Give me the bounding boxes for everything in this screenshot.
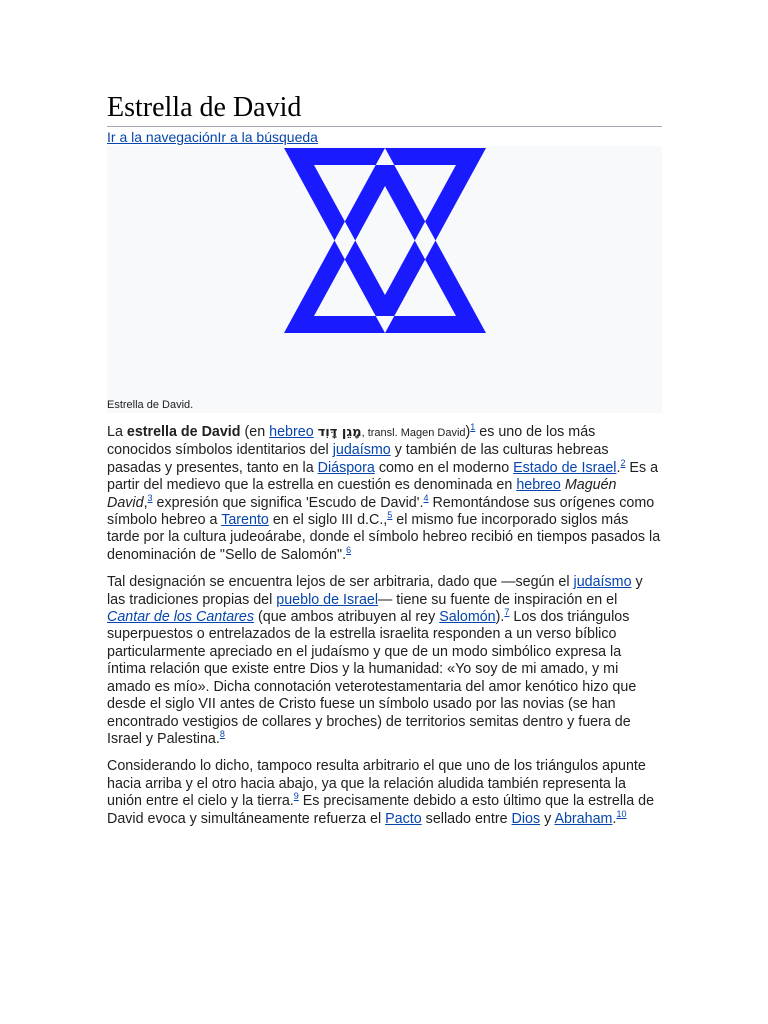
figure-caption: Estrella de David. <box>107 399 194 411</box>
link-estado-de-israel[interactable]: Estado de Israel <box>513 459 617 476</box>
text: y las tradiciones propias del <box>107 574 643 608</box>
transliteration: , transl. Magen David <box>361 427 466 439</box>
star-figure <box>107 146 662 413</box>
paragraph-1 <box>107 424 662 564</box>
link-text: Cantar de los Cantares <box>107 609 255 626</box>
link-judaismo-2[interactable]: judaísmo <box>573 574 632 591</box>
text: (en <box>240 424 270 440</box>
link-pueblo-de-israel[interactable]: pueblo de Israel <box>276 591 379 608</box>
ref-4[interactable]: 4 <box>423 492 429 503</box>
article-body <box>107 424 662 838</box>
ref-7[interactable]: 7 <box>504 607 510 618</box>
skip-links <box>107 128 318 146</box>
ref-6[interactable]: 6 <box>346 545 352 556</box>
link-hebreo[interactable]: hebreo <box>269 424 314 440</box>
link-abraham[interactable]: Abraham <box>554 810 613 827</box>
link-dios[interactable]: Dios <box>511 810 541 827</box>
link-judaismo[interactable]: judaísmo <box>332 442 391 459</box>
text: como en el moderno <box>374 459 514 476</box>
text: Remontándose sus orígenes como símbolo hebreo a <box>107 494 655 529</box>
bold-term: estrella de David <box>126 424 241 440</box>
ref-1[interactable]: 1 <box>470 422 476 433</box>
ref-10[interactable]: 10 <box>616 808 627 819</box>
text: (que ambos atribuyen al rey <box>254 609 440 626</box>
text: es uno de los más conocidos símbolos identitarios del <box>107 424 596 459</box>
link-diaspora[interactable]: Diáspora <box>317 459 375 476</box>
text: — tiene su fuente de inspiración en el <box>378 591 618 608</box>
link-tarento[interactable]: Tarento <box>221 512 269 529</box>
text: Es a partir del medievo que la estrella en cuestión es denominada en <box>107 459 659 494</box>
ref-2[interactable]: 2 <box>620 458 626 469</box>
skip-to-search-link[interactable]: Ir a la búsqueda <box>217 129 318 145</box>
page-title: Estrella de David <box>107 92 662 127</box>
ref-5[interactable]: 5 <box>387 510 393 521</box>
text: , <box>143 494 148 511</box>
ref-9[interactable]: 9 <box>293 791 299 802</box>
text: y <box>540 810 555 827</box>
text: el mismo fue incorporado siglos más tarde por la cultura judeoárabe, donde el símbolo hebreo recibió en tiempos pasados la denominación de "Sello de Salomón". <box>107 512 661 563</box>
text: Los dos triángulos superpuestos o entrelazados de la estrella israelita responden a un verso bíblico particularmente apreciado en el judaísmo y que de un modo simbólico expresa la íntima relación que existe entre Dios y la humanidad: «Yo soy de mi amado, y mi amado es mío». Dicha connotación veterotestamentaria del amor kenótico hizo que desde el siglo VII antes de Cristo fuese un símbolo usado por las novias (se han encontrado vestigios de collares y broches) de territorios semitas dentro y fuera de Israel y Palestina. <box>107 609 637 747</box>
text: expresión que significa 'Escudo de David'. <box>152 494 424 511</box>
link-pacto[interactable]: Pacto <box>385 810 422 827</box>
text: . <box>612 810 617 827</box>
text: en el siglo III d.C., <box>268 512 388 529</box>
ref-8[interactable]: 8 <box>219 729 225 740</box>
link-cantar-de-los-cantares[interactable] <box>107 609 254 625</box>
link-hebreo-2[interactable]: hebreo <box>516 477 561 494</box>
text: La <box>107 424 127 440</box>
text: ) <box>465 424 471 440</box>
star-of-david-image <box>281 147 489 334</box>
link-salomon[interactable]: Salomón <box>439 609 496 626</box>
text: Es precisamente debido a esto último que la estrella de David evoca y simultáneamente refuerza el <box>107 793 655 827</box>
text: y también de las culturas hebreas pasadas y presentes, tanto en la <box>107 442 609 476</box>
text: ). <box>495 609 505 626</box>
text: . <box>616 459 621 476</box>
text: Tal designación se encuentra lejos de ser arbitraria, dado que —según el <box>107 574 574 591</box>
ref-3[interactable]: 3 <box>147 492 153 503</box>
text: sellado entre <box>421 810 512 827</box>
italic-term: Maguén David <box>107 477 617 511</box>
paragraph-2 <box>107 574 662 748</box>
skip-to-navigation-link[interactable]: Ir a la navegación <box>107 129 218 145</box>
hebrew-text: מָגֵן דָּוִד <box>317 425 362 440</box>
text: Considerando lo dicho, tampoco resulta arbitrario el que uno de los triángulos apunte hacia arriba y el otro hacia abajo, ya que la relación aludida también representa la unión entre el cielo y la tierra. <box>107 758 646 810</box>
paragraph-3 <box>107 758 662 828</box>
